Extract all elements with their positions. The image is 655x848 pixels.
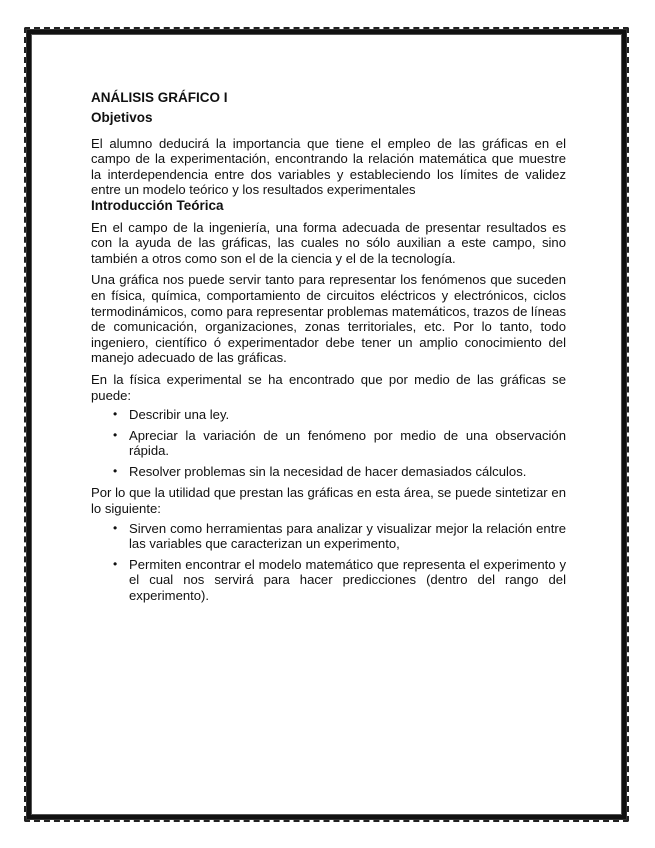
intro-paragraph-3: En la física experimental se ha encontrado que por medio de las gráficas se puede: (91, 371, 566, 403)
objectives-text: El alumno deducirá la importancia que tiene el empleo de las gráficas en el campo de la experimentación, encontrando la relación matemática que muestre la interdependencia entre dos variables y estableciendo los límites de validez entre un modelo teórico y los resultados experimentales (91, 135, 566, 198)
list-item: • Permiten encontrar el modelo matemático que representa el experimento y el cual nos servirá para hacer predicciones (dentro del rango del experimento). (113, 556, 566, 604)
objectives-heading: Objetivos (91, 110, 153, 125)
uses-list (91, 407, 566, 479)
bullet-icon: • (113, 556, 118, 571)
list-item: • Apreciar la variación de un fenómeno por medio de una observación rápida. (113, 427, 566, 459)
bullet-icon: • (113, 520, 118, 535)
list-item: • Describir una ley. (113, 407, 230, 423)
document-body (91, 90, 566, 604)
utility-list (91, 521, 566, 604)
list-item: • Resolver problemas sin la necesidad de hacer demasiados cálculos. (113, 463, 527, 479)
bullet-icon: • (113, 427, 118, 442)
list-item: • Sirven como herramientas para analizar y visualizar mejor la relación entre las variables que caracterizan un experimento, (113, 520, 566, 552)
intro-heading: Introducción Teórica (91, 197, 224, 213)
intro-paragraph-1: En el campo de la ingeniería, una forma adecuada de presentar resultados es con la ayuda de las gráficas, las cuales no sólo auxilian a este campo, sino también a otros como son el de la ciencia y el de la tecnología. (91, 219, 566, 266)
bullet-icon: • (113, 407, 118, 422)
document-title: ANÁLISIS GRÁFICO I (91, 90, 228, 105)
bullet-icon: • (113, 463, 118, 478)
intro-paragraph-4: Por lo que la utilidad que prestan las gráficas en esta área, se puede sintetizar en lo siguiente: (91, 485, 566, 517)
intro-paragraph-2: Una gráfica nos puede servir tanto para representar los fenómenos que suceden en física, química, comportamiento de circuitos eléctricos y electrónicos, ciclos termodinámicos, como para representar problemas matemáticos, trazos de líneas de comunicación, organizaciones, zonas territoriales, etc. Por lo tanto, todo ingeniero, científico ó experimentador debe tener un amplio conocimiento del manejo adecuado de las gráficas. (91, 272, 566, 366)
